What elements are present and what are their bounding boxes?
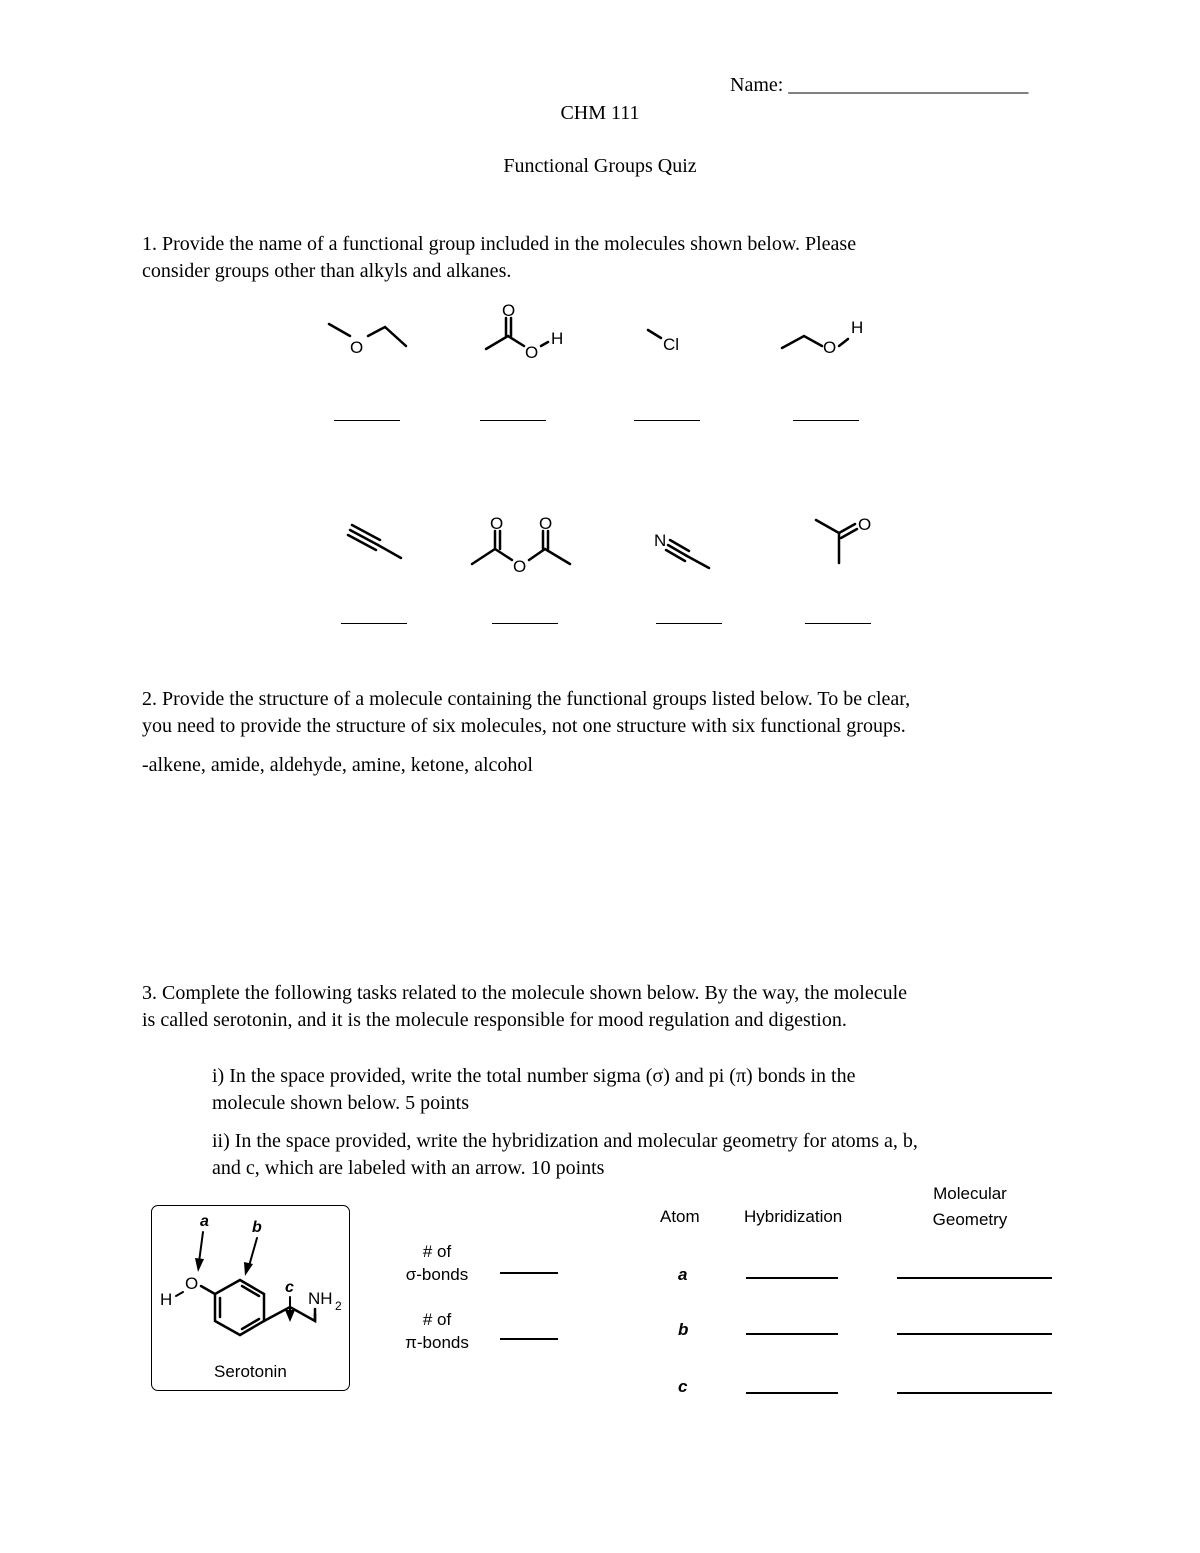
sigma-line1: # of <box>422 1242 452 1261</box>
pi-bonds-label <box>395 1308 479 1354</box>
alcohol-H-label: H <box>851 318 864 337</box>
q1-text-line2: consider groups other than alkyls and alkanes. <box>142 260 512 282</box>
label-c: c <box>285 1279 294 1296</box>
row-a-label: a <box>678 1265 688 1284</box>
q2-text-line1: 2. Provide the structure of a molecule containing the functional groups listed below. To be clear, <box>142 688 911 710</box>
quiz-title: Functional Groups Quiz <box>503 155 697 177</box>
row-c-geometry-blank[interactable] <box>897 1392 1052 1394</box>
chloride-Cl-label: Cl <box>663 335 680 354</box>
q3-task-i-line2: molecule shown below. 5 points <box>212 1092 470 1114</box>
name-blank: ________________________ <box>788 74 1029 96</box>
q2-groups-list: -alkene, amide, aldehyde, amine, ketone, alcohol <box>142 754 533 776</box>
anhydride-O3-label: O <box>513 557 527 576</box>
row-c-label: c <box>678 1377 688 1396</box>
row-b-geometry-blank[interactable] <box>897 1333 1052 1335</box>
q2-text-line2: you need to provide the structure of six molecules, not one structure with six functional groups. <box>142 715 906 737</box>
ketone-O-label: O <box>858 515 872 534</box>
row-c-hybridization-blank[interactable] <box>746 1392 838 1394</box>
acid-O-label: O <box>502 301 516 320</box>
q1-text-line1: 1. Provide the name of a functional group included in the molecules shown below. Please <box>142 233 857 255</box>
pi-bonds-blank[interactable] <box>500 1338 558 1340</box>
nitrile-N-label: N <box>654 531 667 550</box>
label-a: a <box>200 1213 209 1230</box>
name-label: Name: <box>730 74 784 96</box>
row-b-hybridization-blank[interactable] <box>746 1333 838 1335</box>
col-geometry-header <box>900 1181 1040 1233</box>
pi-line1: # of <box>422 1310 452 1329</box>
row-a-geometry-blank[interactable] <box>897 1277 1052 1279</box>
row-b-label: b <box>678 1320 689 1339</box>
anhydride-O1-label: O <box>490 514 504 533</box>
label-b: b <box>252 1219 262 1236</box>
acid-H-label: H <box>551 329 564 348</box>
geometry-line2: Geometry <box>932 1210 1008 1229</box>
sigma-bonds-blank[interactable] <box>500 1272 558 1274</box>
col-hybridization-header: Hybridization <box>744 1207 843 1226</box>
col-atom-header: Atom <box>660 1207 700 1226</box>
course-title: CHM 111 <box>560 102 640 124</box>
acid-O2-label: O <box>525 343 539 362</box>
sigma-bonds-label <box>395 1240 479 1286</box>
serotonin-name: Serotonin <box>214 1362 287 1381</box>
q3-text-line1: 3. Complete the following tasks related to the molecule shown below. By the way, the molecule <box>142 982 907 1004</box>
q3-task-ii-line1: ii) In the space provided, write the hybridization and molecular geometry for atoms a, b, <box>212 1130 918 1152</box>
serotonin-NH-label: NH <box>308 1289 333 1308</box>
q3-task-ii-line2: and c, which are labeled with an arrow. 10 points <box>212 1157 605 1179</box>
serotonin-O-label: O <box>185 1274 199 1293</box>
sigma-line2: σ-bonds <box>405 1265 469 1284</box>
pi-line2: π-bonds <box>405 1333 469 1352</box>
q3-task-i-line1: i) In the space provided, write the total number sigma (σ) and pi (π) bonds in the <box>212 1065 856 1087</box>
alcohol-O-label: O <box>823 338 837 357</box>
row-a-hybridization-blank[interactable] <box>746 1277 838 1279</box>
serotonin-H-label: H <box>160 1290 173 1309</box>
serotonin-sub2-label: 2 <box>335 1299 342 1313</box>
ether-O-label: O <box>350 338 364 357</box>
geometry-line1: Molecular <box>933 1184 1007 1203</box>
q3-text-line2: is called serotonin, and it is the molecule responsible for mood regulation and digestion. <box>142 1009 847 1031</box>
anhydride-O2-label: O <box>539 514 553 533</box>
